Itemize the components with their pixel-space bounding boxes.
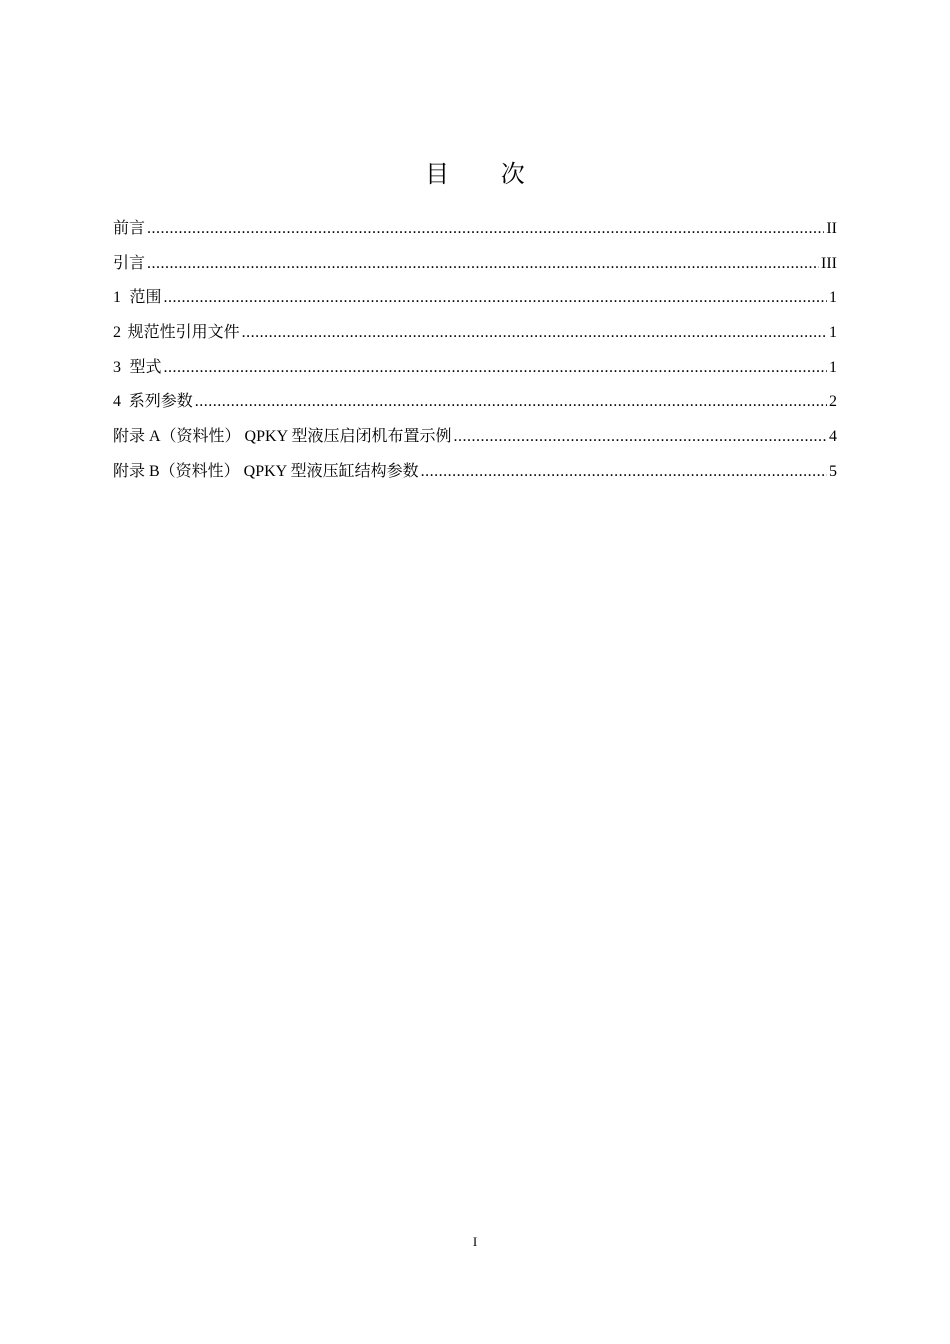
- toc-leader-dots: [147, 249, 819, 279]
- toc-entry-scope[interactable]: [113, 283, 837, 318]
- toc-entry-page: 5: [829, 462, 837, 480]
- toc-entry-title: 引言: [113, 254, 146, 272]
- toc-entry-series-parameters[interactable]: [113, 387, 837, 422]
- toc-leader-dots: [454, 422, 827, 452]
- toc-entry-page: 1: [829, 324, 837, 342]
- toc-leader-dots: [147, 214, 824, 244]
- toc-entry-types[interactable]: [113, 353, 837, 388]
- toc-entry-title: 范围: [129, 289, 162, 307]
- toc-entry-number: 2: [113, 324, 121, 342]
- toc-entry-title: 规范性引用文件: [127, 324, 240, 342]
- toc-entry-number: 3: [113, 358, 121, 376]
- toc-entry-number: 1: [113, 289, 121, 307]
- toc-leader-dots: [421, 457, 827, 487]
- toc-entry-title: 型式: [129, 358, 162, 376]
- toc-entry-number: 4: [113, 393, 121, 411]
- toc-entry-title: 附录 B（资料性） QPKY 型液压缸结构参数: [113, 462, 419, 480]
- toc-leader-dots: [195, 387, 827, 417]
- toc-leader-dots: [164, 283, 827, 313]
- toc-entry-appendix-a[interactable]: [113, 422, 837, 457]
- toc-entry-page: 1: [829, 289, 837, 307]
- toc-entry-title: 前言: [113, 220, 146, 237]
- toc-entry-page: 2: [829, 393, 837, 411]
- page-title: 目 次: [425, 160, 547, 188]
- page-number: I: [472, 1234, 478, 1249]
- toc-entry-introduction[interactable]: [113, 249, 837, 284]
- table-of-contents: [113, 214, 837, 492]
- toc-leader-dots: [242, 318, 827, 348]
- toc-entry-appendix-b[interactable]: [113, 457, 837, 492]
- toc-entry-foreword[interactable]: [113, 214, 837, 249]
- toc-entry-title: 附录 A（资料性） QPKY 型液压启闭机布置示例: [113, 428, 452, 446]
- toc-leader-dots: [164, 353, 827, 383]
- toc-entry-page: 4: [829, 428, 837, 446]
- toc-entry-page: III: [821, 254, 837, 272]
- toc-entry-page: II: [826, 220, 837, 237]
- toc-entry-normative-references[interactable]: [113, 318, 837, 353]
- toc-entry-page: 1: [829, 358, 837, 376]
- toc-entry-title: 系列参数: [128, 393, 193, 411]
